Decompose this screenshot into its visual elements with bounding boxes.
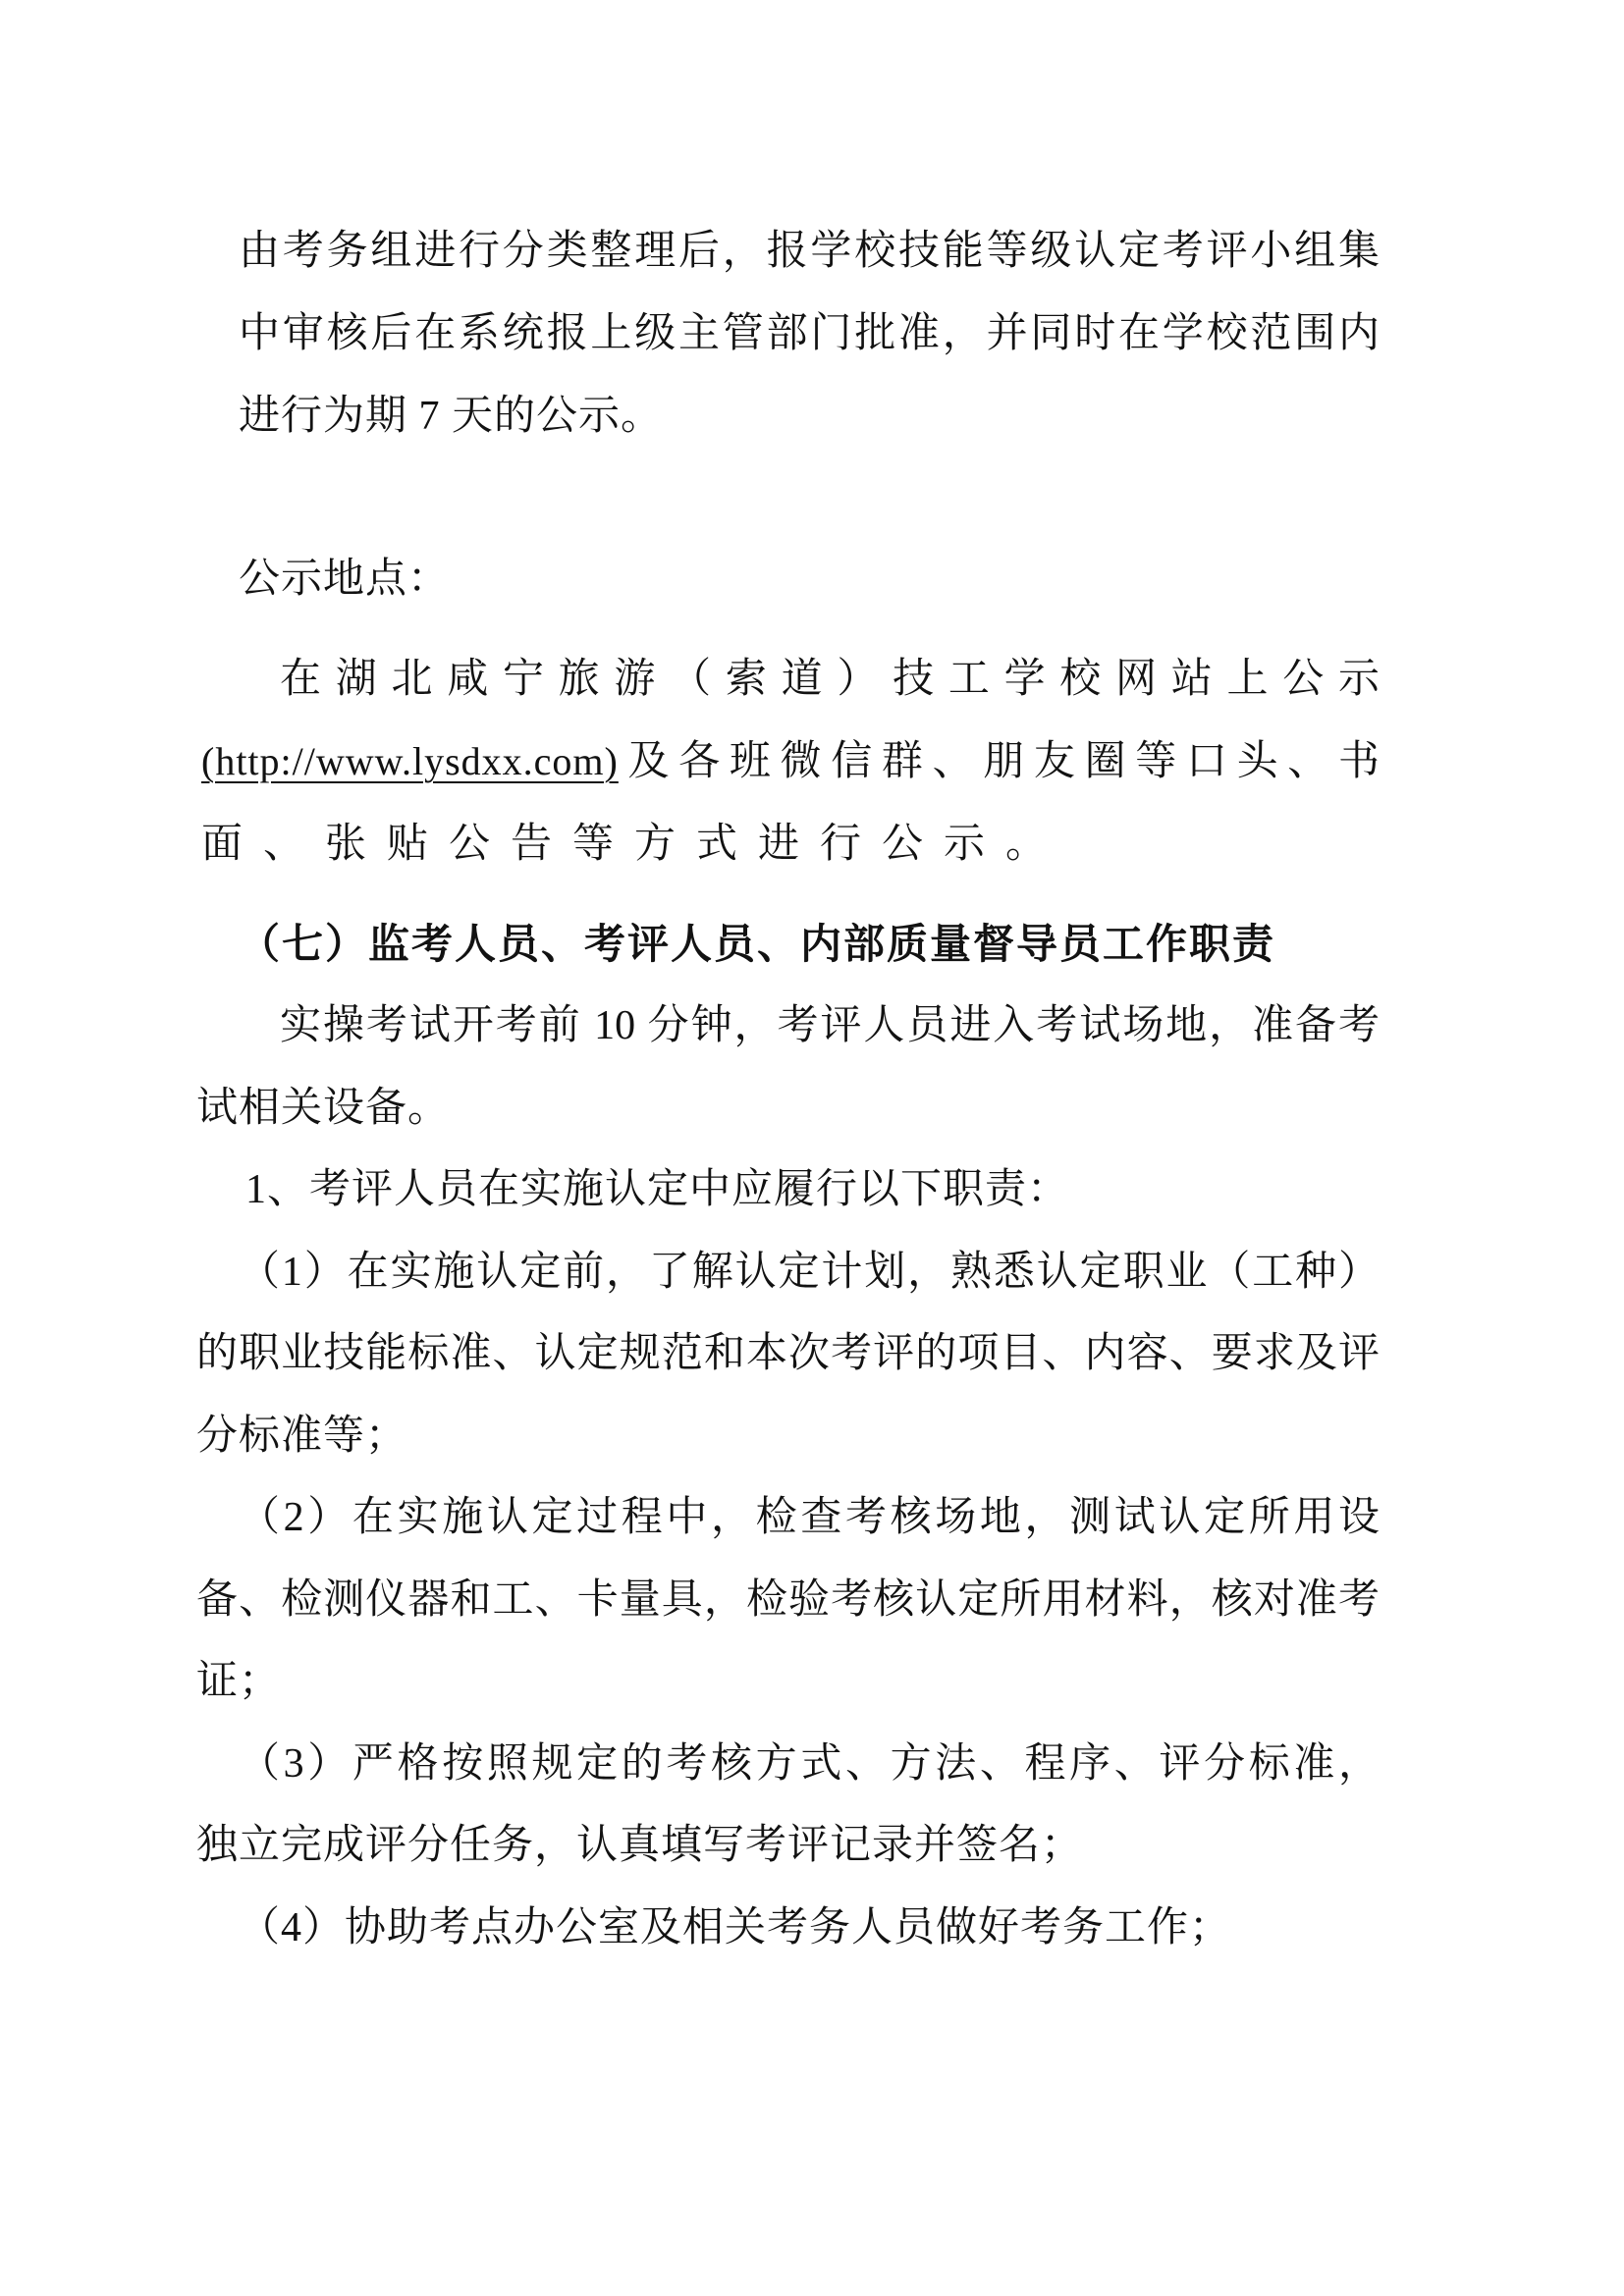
school-website-url-link[interactable]: (http://www.lysdxx.com): [201, 739, 619, 783]
publicity-location-label: 公示地点：: [239, 557, 451, 602]
duty-item-3-line-2: 独立完成评分任务，认真填写考评记录并签名；: [196, 1823, 1084, 1868]
para-publicity-line-3: 面、张贴公告等方式进行公示。: [201, 822, 1068, 867]
para-publicity-line-2-rest: 及各班微信群、朋友圈等口头、书: [618, 739, 1380, 784]
duty-item-4-line-1: （4）协助考点办公室及相关考务人员做好考务工作；: [239, 1905, 1232, 1950]
duty-item-2-line-1: （2）在实施认定过程中，检查考核场地，测试认定所用设: [239, 1495, 1380, 1540]
para-exam-prep-line-1: 实操考试开考前 10 分钟，考评人员进入考试场地，准备考: [280, 1003, 1380, 1048]
para-approval-line-3: 进行为期 7 天的公示。: [239, 394, 664, 439]
duty-item-1-line-1: （1）在实施认定前，了解认定计划，熟悉认定职业（工种）: [239, 1250, 1380, 1295]
duty-item-3-line-1: （3）严格按照规定的考核方式、方法、程序、评分标准，: [239, 1741, 1380, 1787]
section-heading: （七）监考人员、考评人员、内部质量督导员工作职责: [239, 921, 1276, 967]
para-approval-line-1: 由考务组进行分类整理后，报学校技能等级认定考评小组集: [239, 229, 1380, 274]
para-publicity-line-1: 在湖北咸宁旅游（索道）技工学校网站上公示: [280, 657, 1380, 702]
duty-item-2-line-2: 备、检测仪器和工、卡量具，检验考核认定所用材料，核对准考: [196, 1577, 1380, 1623]
duty-list-intro: 1、考评人员在实施认定中应履行以下职责：: [245, 1167, 1070, 1212]
duty-item-2-line-3: 证；: [196, 1659, 282, 1704]
para-approval-line-2: 中审核后在系统报上级主管部门批准，并同时在学校范围内: [239, 311, 1380, 356]
para-publicity-line-2: [201, 736, 1380, 787]
duty-item-1-line-3: 分标准等；: [196, 1414, 408, 1459]
duty-item-1-line-2: 的职业技能标准、认定规范和本次考评的项目、内容、要求及评: [196, 1331, 1380, 1376]
para-exam-prep-line-2: 试相关设备。: [196, 1086, 451, 1131]
